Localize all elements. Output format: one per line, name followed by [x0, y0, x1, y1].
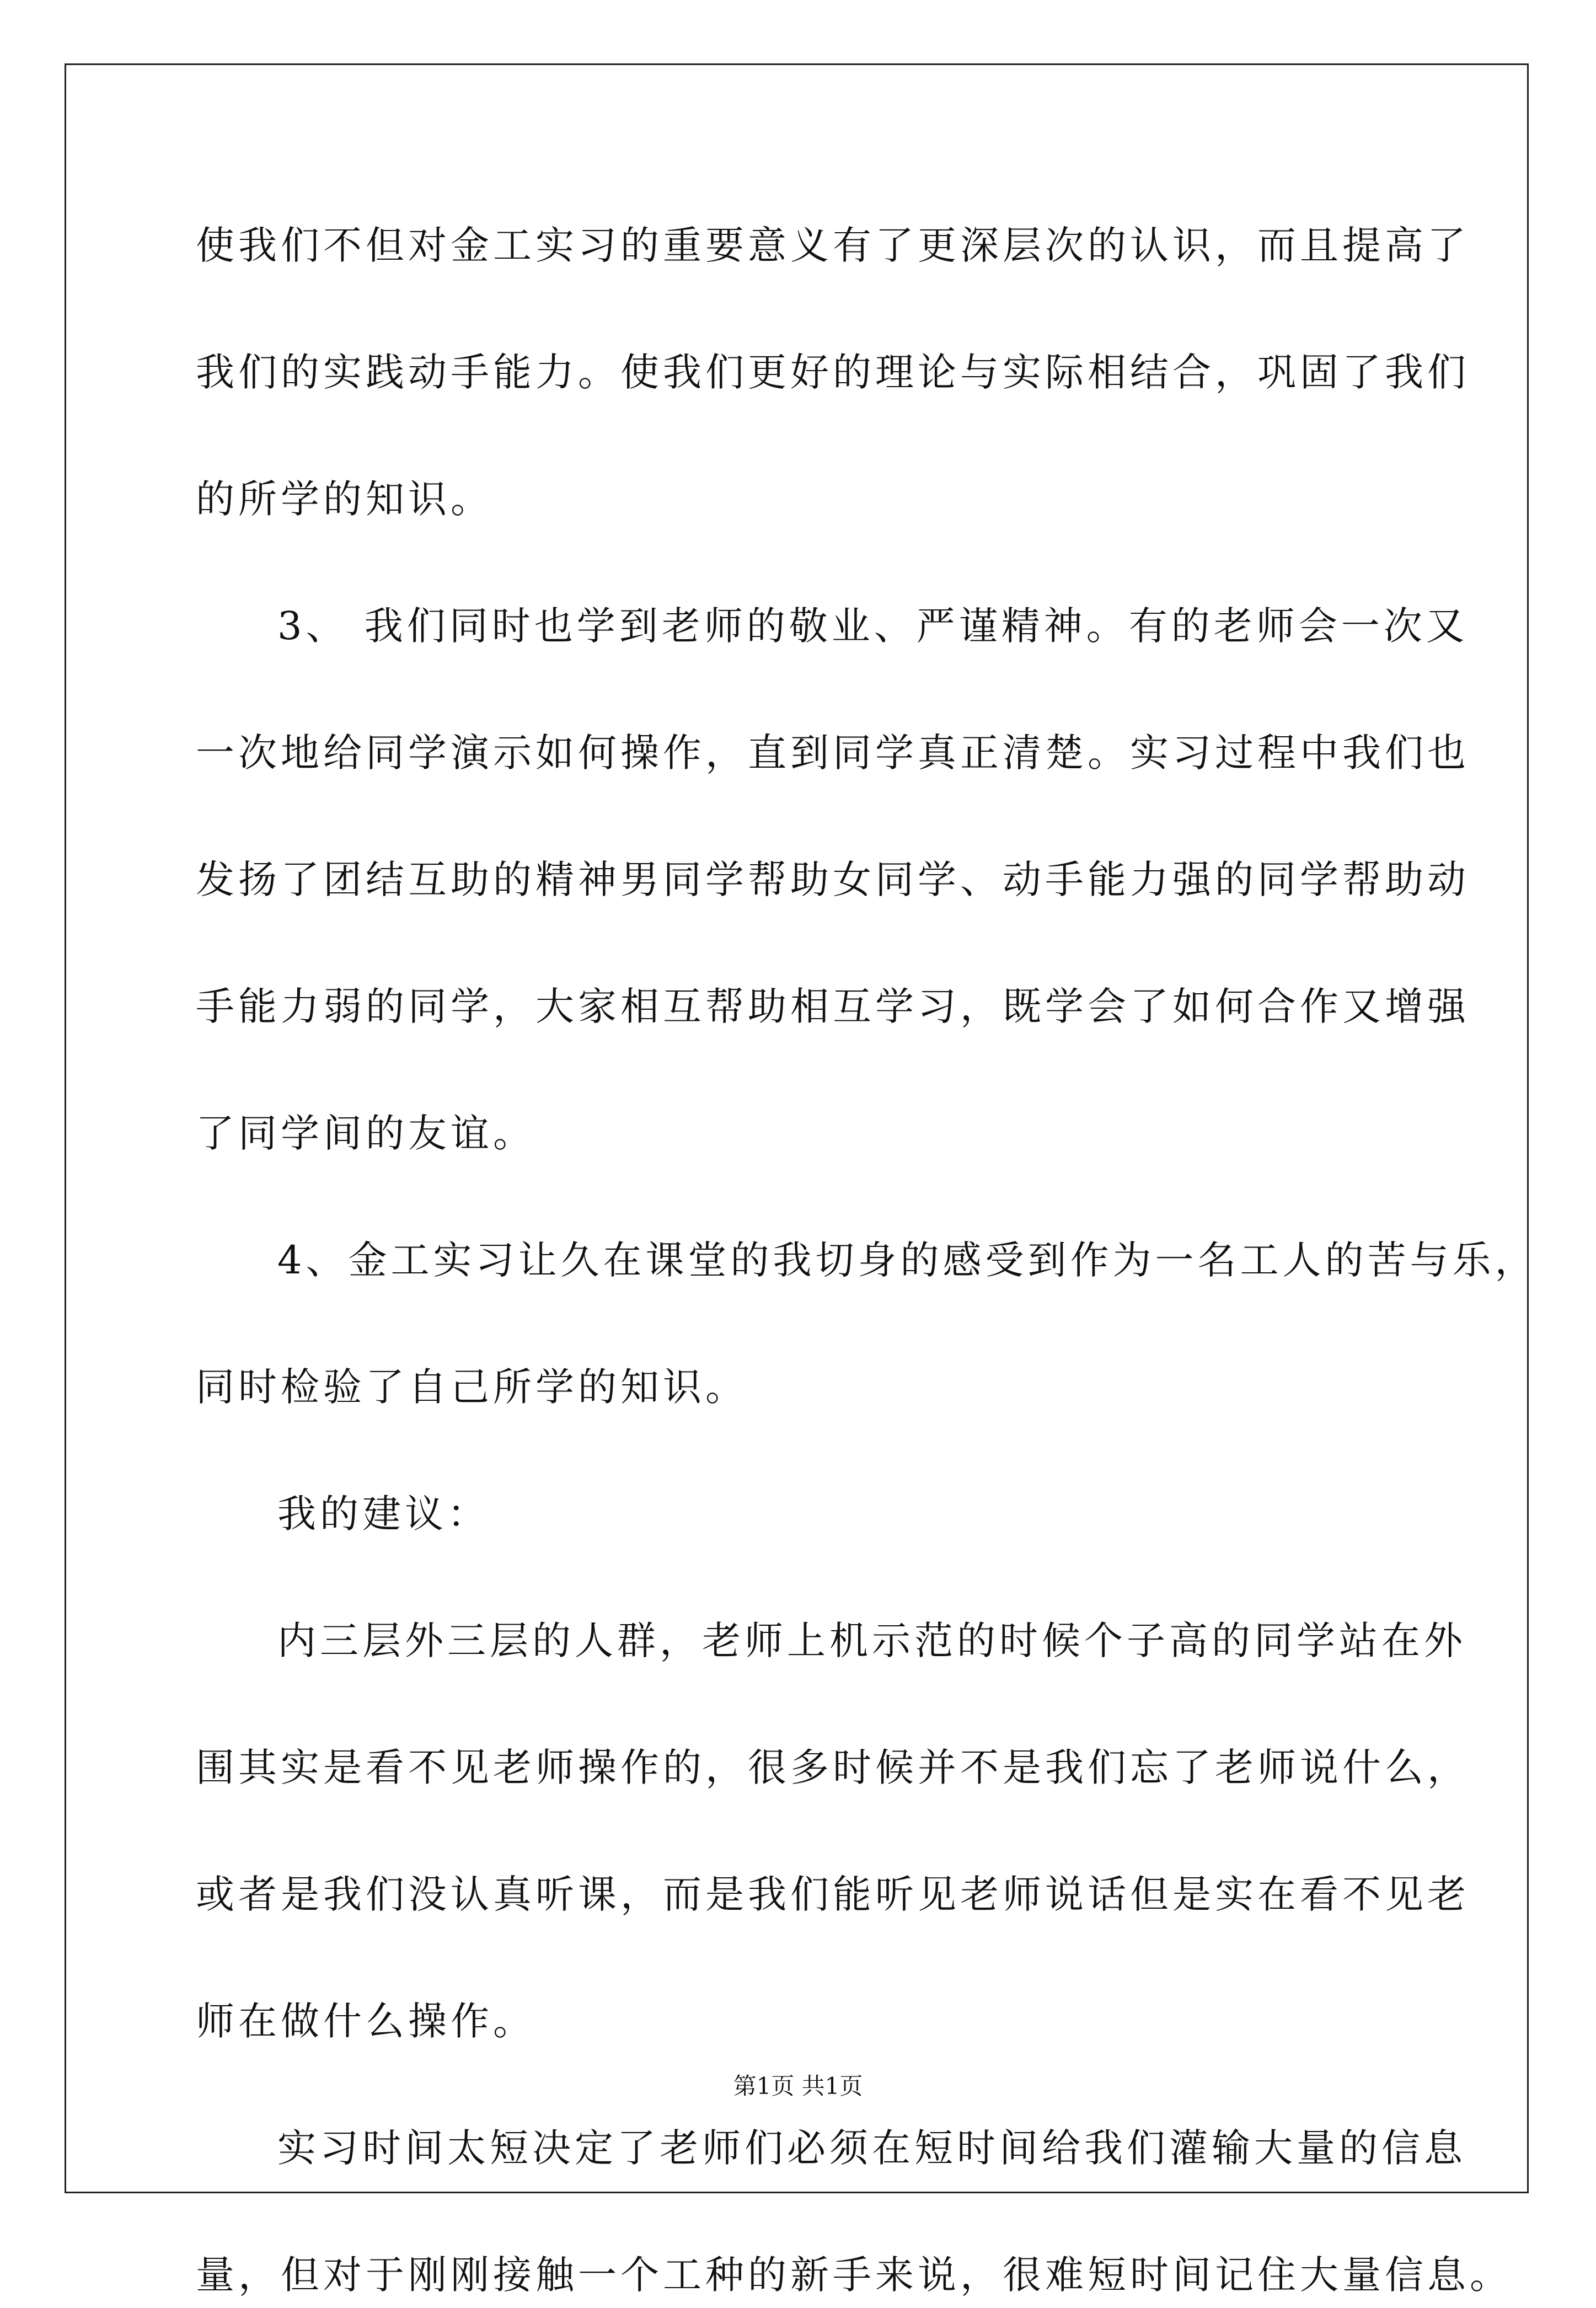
text-line: 或者是我们没认真听课，而是我们能听见老师说话但是实在看不见老 — [196, 1872, 1470, 1917]
text-line: 的所学的知识。 — [196, 476, 493, 522]
text-line: 同时检验了自己所学的知识。 — [196, 1364, 748, 1410]
text-line: 师在做什么操作。 — [196, 1999, 535, 2044]
text-line: 发扬了团结互助的精神男同学帮助女同学、动手能力强的同学帮助动 — [196, 857, 1470, 902]
text-line: 一次地给同学演示如何操作，直到同学真正清楚。实习过程中我们也 — [196, 730, 1470, 775]
text-line: 手能力弱的同学，大家相互帮助相互学习，既学会了如何合作又增强 — [196, 984, 1470, 1029]
page-number-footer: 第1页 共1页 — [733, 2073, 863, 2100]
text-line: 实习时间太短决定了老师们必须在短时间给我们灌输大量的信息 — [277, 2125, 1466, 2171]
text-line: 内三层外三层的人群，老师上机示范的时候个子高的同学站在外 — [277, 1618, 1466, 1663]
text-line: 我的建议： — [277, 1491, 490, 1536]
text-line: 4、金工实习让久在课堂的我切身的感受到作为一名工人的苦与乐， — [277, 1238, 1538, 1283]
text-line: 量，但对于刚刚接触一个工种的新手来说，很难短时间记住大量信息。 — [196, 2252, 1512, 2298]
text-line: 使我们不但对金工实习的重要意义有了更深层次的认识，而且提高了 — [196, 223, 1470, 268]
text-line: 我们的实践动手能力。使我们更好的理论与实际相结合，巩固了我们 — [196, 350, 1470, 395]
text-line: 3、 我们同时也学到老师的敬业、严谨精神。有的老师会一次又 — [277, 603, 1469, 649]
text-line: 围其实是看不见老师操作的，很多时候并不是我们忘了老师说什么， — [196, 1745, 1470, 1790]
text-line: 了同学间的友谊。 — [196, 1111, 535, 1156]
